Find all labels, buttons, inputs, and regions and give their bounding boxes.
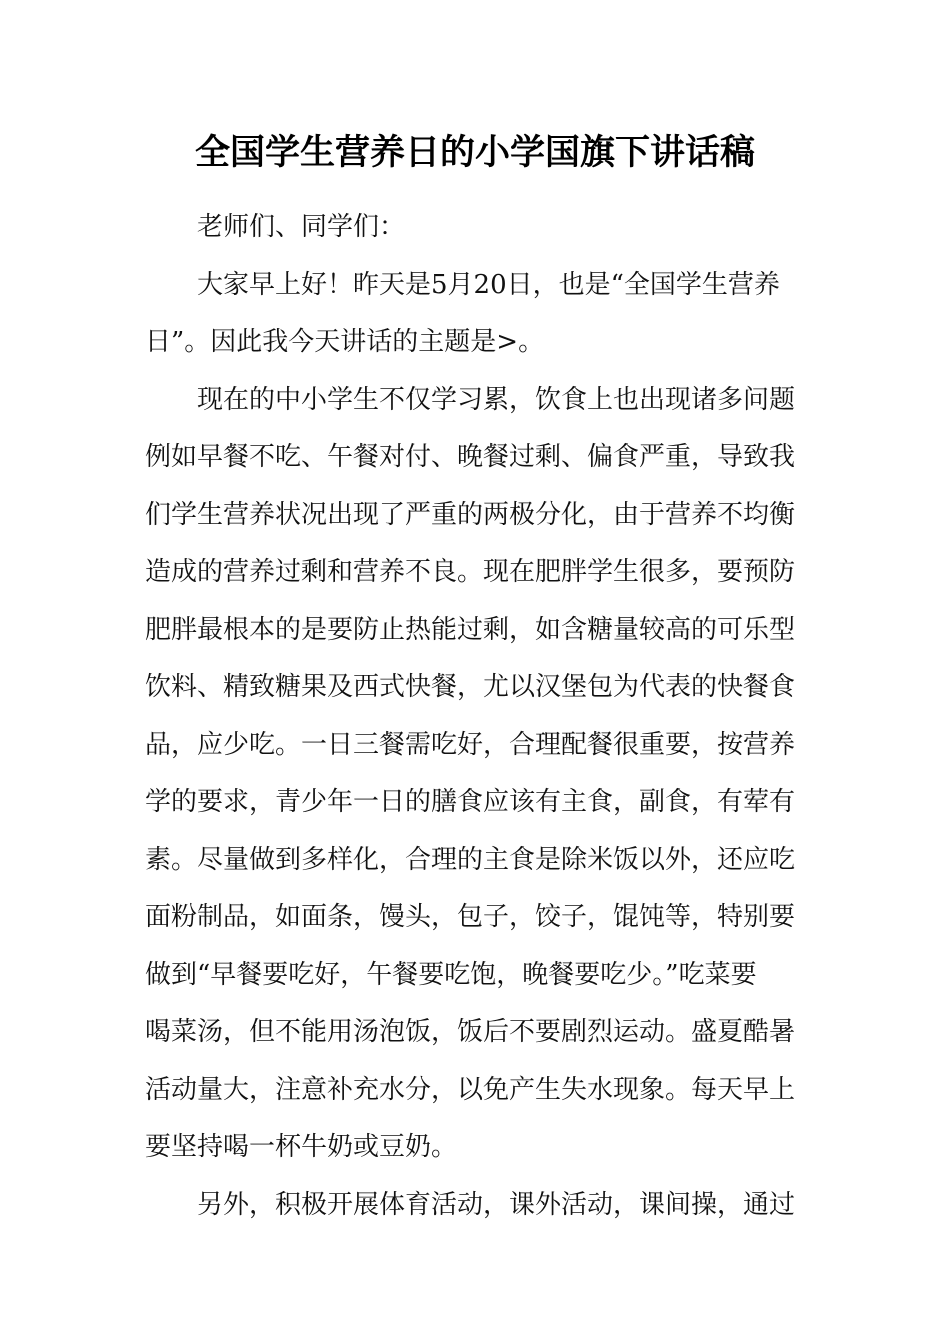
text-line: 日”。因此我今天讲话的主题是>。 — [145, 327, 545, 357]
text-line: 例如早餐不吃、午餐对付、晚餐过剩、偏食严重，导致我 — [145, 442, 796, 472]
paragraph-nutrition — [145, 372, 815, 1177]
text-line: 饮料、精致糖果及西式快餐，尤以汉堡包为代表的快餐食 — [145, 672, 796, 702]
document-title: 全国学生营养日的小学国旗下讲话稿 — [194, 133, 755, 173]
text-line: 活动量大，注意补充水分，以免产生失水现象。每天早上 — [145, 1074, 796, 1105]
text-line: 造成的营养过剩和营养不良。现在肥胖学生很多，要预防 — [145, 557, 796, 587]
text-line: 肥胖最根本的是要防止热能过剩，如含糖量较高的可乐型 — [145, 614, 796, 645]
text-line: 要坚持喝一杯牛奶或豆奶。 — [145, 1132, 458, 1162]
text-line: 老师们、同学们： — [197, 212, 406, 242]
paragraph-opening — [145, 257, 815, 372]
text-line: 另外，积极开展体育活动，课外活动，课间操，通过 — [197, 1189, 796, 1220]
text-line: 现在的中小学生不仅学习累，饮食上也出现诸多问题 — [197, 384, 796, 415]
document-body — [145, 199, 815, 1234]
text-line: 做到“早餐要吃好，午餐要吃饱，晚餐要吃少。”吃菜要 — [145, 959, 757, 990]
text-line: 学的要求，青少年一日的膳食应该有主食，副食，有荤有 — [145, 787, 796, 817]
text-line: 大家早上好！昨天是5月20日，也是“全国学生营养 — [197, 269, 780, 300]
text-line: 品，应少吃。一日三餐需吃好，合理配餐很重要，按营养 — [145, 729, 796, 760]
paragraph-greeting — [145, 199, 815, 257]
text-line: 们学生营养状况出现了严重的两极分化，由于营养不均衡 — [145, 499, 796, 530]
text-line: 喝菜汤，但不能用汤泡饭，饭后不要剧烈运动。盛夏酷暑 — [145, 1017, 796, 1047]
paragraph-activities — [145, 1177, 815, 1235]
text-line: 素。尽量做到多样化，合理的主食是除米饭以外，还应吃 — [145, 844, 796, 875]
text-line: 面粉制品，如面条，馒头，包子，饺子，馄饨等，特别要 — [145, 902, 796, 932]
